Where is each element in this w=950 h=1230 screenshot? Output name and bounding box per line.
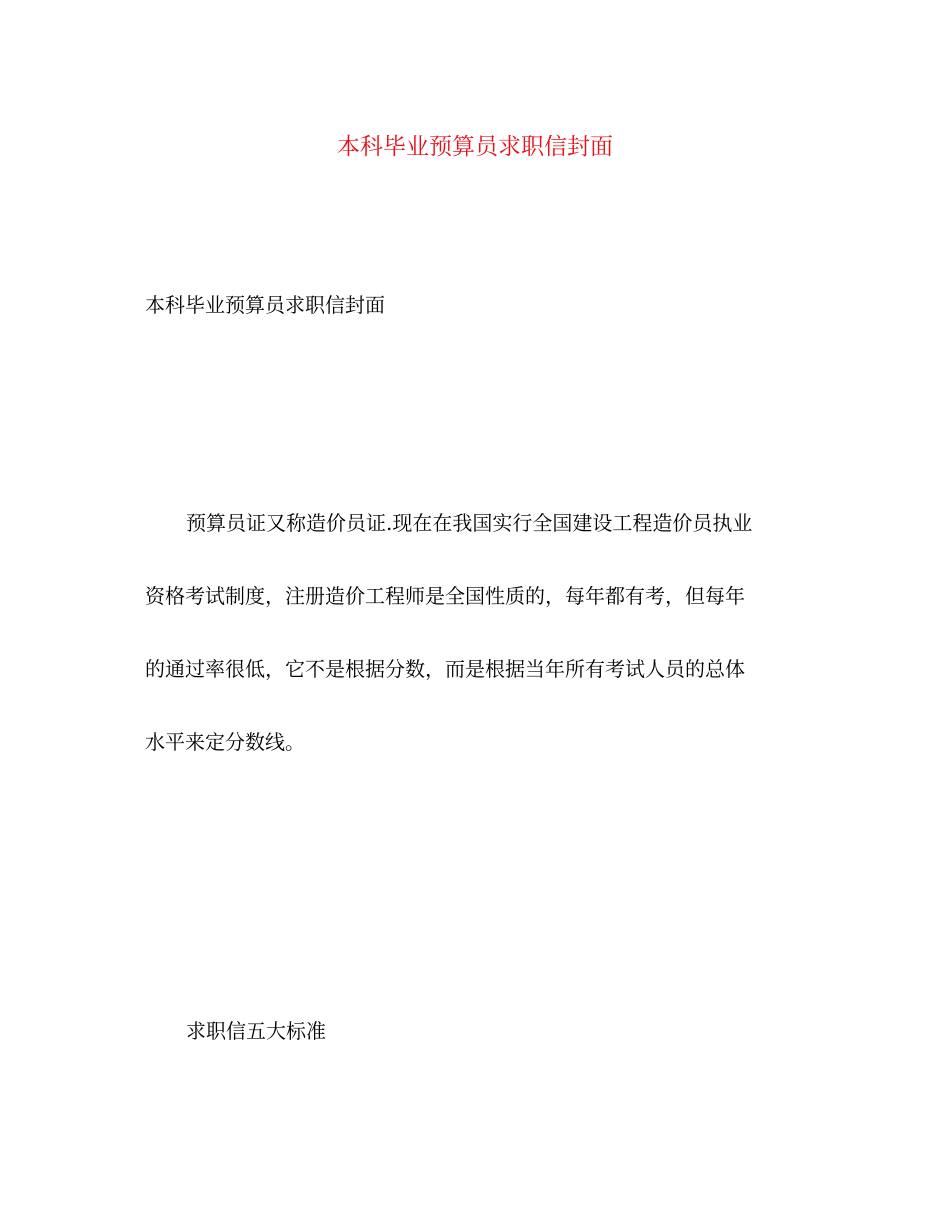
- paragraph-line: 预算员证又称造价员证.现在在我国实行全国建设工程造价员执业: [186, 511, 753, 535]
- paragraph-line: 的通过率很低，它不是根据分数，而是根据当年所有考试人员的总体: [145, 657, 745, 681]
- paragraph-line: 资格考试制度，注册造价工程师是全国性质的，每年都有考，但每年: [145, 584, 745, 608]
- section-heading: 求职信五大标准: [186, 1019, 326, 1043]
- paragraph-line: 水平来定分数线。: [145, 730, 305, 754]
- document-subtitle: 本科毕业预算员求职信封面: [145, 293, 385, 317]
- document-title: 本科毕业预算员求职信封面: [337, 134, 613, 160]
- body-paragraph: [145, 508, 810, 800]
